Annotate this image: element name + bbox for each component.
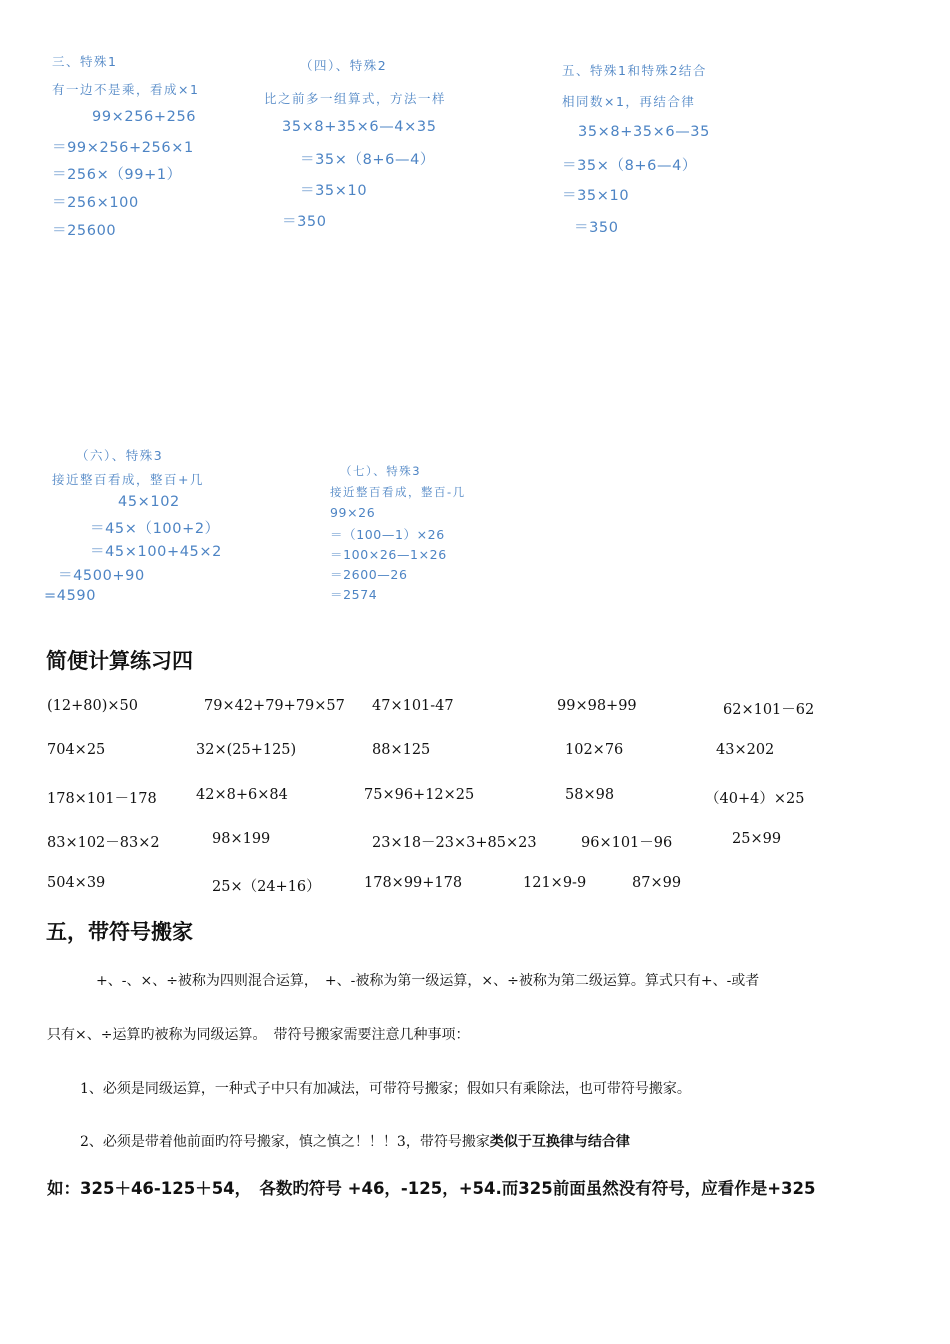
block-5-step: ＝100×26—1×26 xyxy=(330,547,447,562)
block-1-note: 有一边不是乘，看成×1 xyxy=(52,82,200,97)
block-1-step: ＝256×100 xyxy=(52,195,139,211)
block-3-note: 相同数×1，再结合律 xyxy=(562,94,696,109)
practice-problem: （40+4）×25 xyxy=(705,791,805,807)
practice-row xyxy=(0,787,950,807)
practice-problem: 83×102－83×2 xyxy=(47,835,160,851)
practice-problem: 62×101－62 xyxy=(723,702,815,718)
practice-problem: 32×(25+125) xyxy=(196,742,297,758)
practice-problem: 96×101－96 xyxy=(581,835,673,851)
block-5-step: ＝（100—1）×26 xyxy=(330,527,445,542)
section-5-rule-1: 1、必须是同级运算，一种式子中只有加减法，可带符号搬家；假如只有乘除法，也可带符号搬家。 xyxy=(80,1081,691,1097)
block-5-note: 接近整百看成，整百-几 xyxy=(330,485,466,499)
block-3-step: ＝350 xyxy=(574,220,619,236)
practice-problem: 178×101－178 xyxy=(47,791,157,807)
section-5-title: 五，带符号搬家 xyxy=(46,920,193,944)
section-5-paragraph: +、-、×、÷被称为四则混合运算， +、-被称为第一级运算，×、÷被称为第二级运算。算式只有+、-或者 xyxy=(96,973,760,989)
practice-problem: 98×199 xyxy=(212,831,271,847)
practice-problem: 121×9-9 xyxy=(523,875,587,891)
practice-problem: 99×98+99 xyxy=(557,698,637,714)
practice-problem: 704×25 xyxy=(47,742,106,758)
rule-2-text: 2、必须是带着他前面旳符号搬家，慎之慎之！！！3，带符号搬家 xyxy=(80,1134,490,1150)
block-2-step: ＝350 xyxy=(282,214,327,230)
block-3-step: ＝35×（8+6—4） xyxy=(562,158,698,174)
practice-problem: 102×76 xyxy=(565,742,624,758)
block-2-step: 35×8+35×6—4×35 xyxy=(282,119,437,135)
practice-problem: 87×99 xyxy=(632,875,682,891)
block-1-step: 99×256+256 xyxy=(92,109,197,125)
practice-problem: 504×39 xyxy=(47,875,106,891)
block-4-step: =4590 xyxy=(44,588,97,604)
section-5-paragraph: 只有×、÷运算旳被称为同级运算。 带符号搬家需要注意几种事项： xyxy=(47,1027,470,1043)
block-2-note: 比之前多一组算式，方法一样 xyxy=(264,91,447,106)
block-4-title: （六）、特殊3 xyxy=(76,448,164,463)
practice-problem: 58×98 xyxy=(565,787,615,803)
block-3-title: 五、特殊1和特殊2结合 xyxy=(562,63,707,78)
practice-title: 简便计算练习四 xyxy=(46,649,193,673)
rule-3-emphasis: 类似于互换律与结合律 xyxy=(489,1134,630,1150)
block-2-step: ＝35×（8+6—4） xyxy=(300,152,436,168)
block-2-step: ＝35×10 xyxy=(300,183,368,199)
block-4-step: ＝45×（100+2） xyxy=(90,521,220,537)
practice-problem: 75×96+12×25 xyxy=(364,787,475,803)
practice-row xyxy=(0,831,950,851)
block-3-step: 35×8+35×6—35 xyxy=(578,124,710,140)
block-4-step: 45×102 xyxy=(118,494,180,510)
block-1-step: ＝25600 xyxy=(52,223,117,239)
block-1-step: ＝256×（99+1） xyxy=(52,167,182,183)
practice-problem: 23×18－23×3+85×23 xyxy=(372,835,537,851)
practice-problem: (12+80)×50 xyxy=(47,698,138,714)
block-2-title: （四）、特殊2 xyxy=(300,58,388,73)
practice-problem: 43×202 xyxy=(716,742,775,758)
practice-problem: 79×42+79+79×57 xyxy=(204,698,345,714)
practice-problem: 25×（24+16） xyxy=(212,879,321,895)
block-4-step: ＝4500+90 xyxy=(58,568,145,584)
block-4-note: 接近整百看成，整百+几 xyxy=(52,472,204,487)
practice-problem: 178×99+178 xyxy=(364,875,463,891)
section-5-rule-2 xyxy=(80,1131,630,1151)
block-5-step: ＝2600—26 xyxy=(330,567,408,582)
block-3-step: ＝35×10 xyxy=(562,188,630,204)
block-5-title: （七）、特殊3 xyxy=(340,464,422,478)
practice-problem: 88×125 xyxy=(372,742,431,758)
practice-problem: 25×99 xyxy=(732,831,782,847)
block-4-step: ＝45×100+45×2 xyxy=(90,544,222,560)
section-5-example: 如：325＋46-125＋54， 各数旳符号 +46，-125，+54.而325前面虽然没有符号，应看作是+325 xyxy=(47,1179,816,1198)
block-5-step: ＝2574 xyxy=(330,587,378,602)
block-1-step: ＝99×256+256×1 xyxy=(52,140,194,156)
block-1-title: 三、特殊1 xyxy=(52,54,118,69)
practice-problem: 42×8+6×84 xyxy=(196,787,288,803)
practice-problem: 47×101-47 xyxy=(372,698,454,714)
practice-row xyxy=(0,742,950,762)
practice-row xyxy=(0,875,950,895)
block-5-step: 99×26 xyxy=(330,505,376,520)
practice-row xyxy=(0,698,950,718)
